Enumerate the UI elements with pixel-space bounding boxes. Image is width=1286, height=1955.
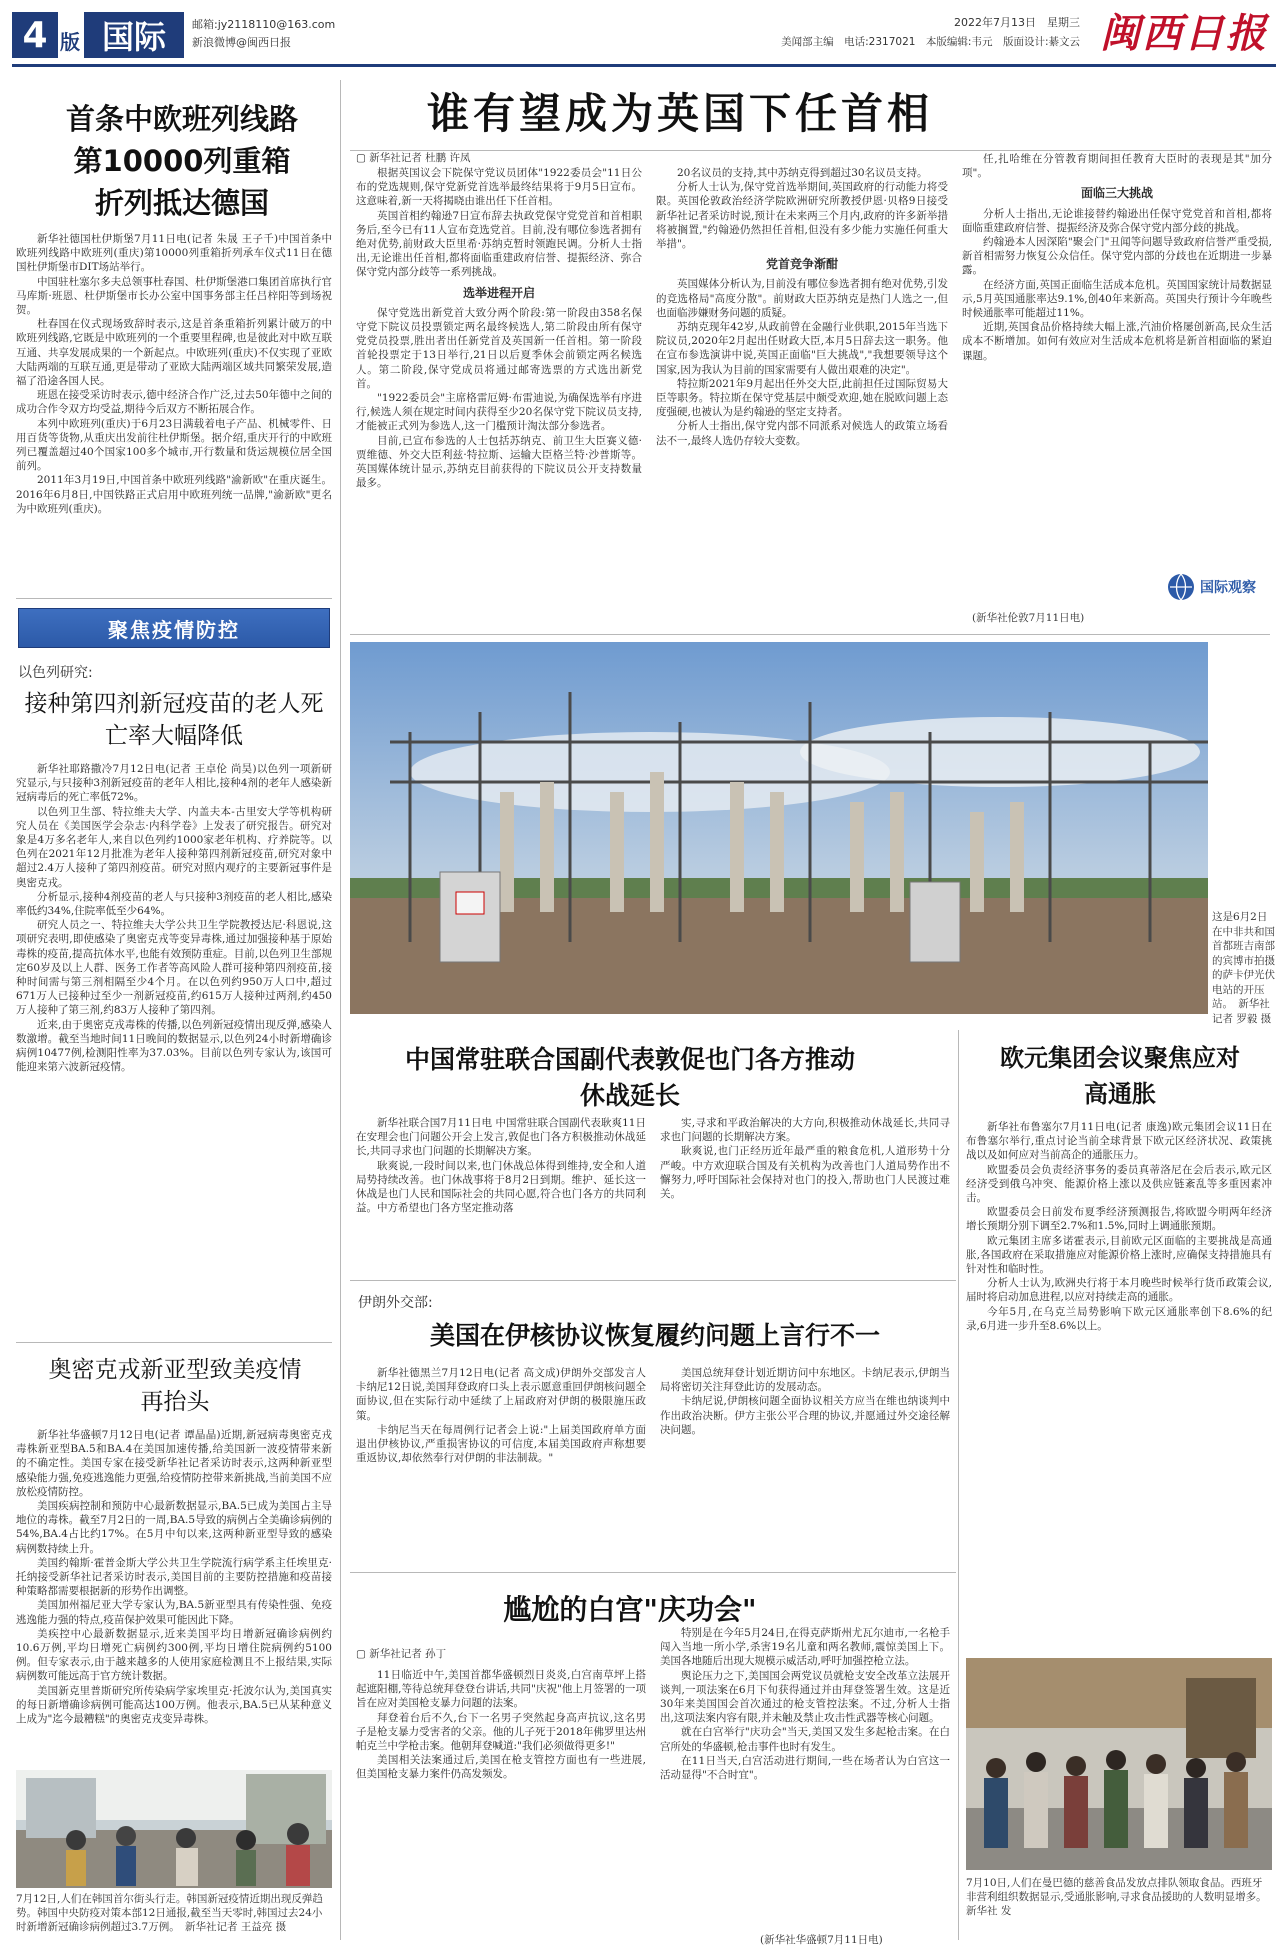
whitehouse-paragraph: 特别是在今年5月24日,在得克萨斯州尤瓦尔迪市,一名枪手闯入当地一所小学,杀害19名儿童和两名教师,震惊美国上下。美国各地随后出现大规模示威活动,呼吁加强控枪立法。 (660, 1627, 950, 1668)
divider (350, 634, 1270, 635)
whitehouse-dateline: (新华社华盛顿7月11日电) (760, 1934, 883, 1946)
vaccine-paragraph: 近来,由于奥密克戎毒株的传播,以色列新冠疫情出现反弹,感染人数激增。截至当地时间11日晚间的数据显示,以色列24小时新增确诊病例10477例,检测阳性率为37.03%。目前以色列专家认为,该国可能迎来第六波新冠疫情。 (16, 1018, 332, 1074)
page-suffix: 版 (60, 30, 80, 54)
uk-col2 (656, 166, 948, 632)
yemen-paragraph: 耿爽说,一段时间以来,也门休战总体得到维持,安全和人道局势持续改善。也门休战事将于8月2日到期。维护、延长这一休战是也门人民和国际社会的共同心愿,符合也门各方的共同利益。中方希望也门各方坚定推动落 (356, 1159, 646, 1215)
uk-paragraph: 约翰逊本人因深陷"聚会门"丑闻等问题导致政府信誉严重受损,新首相需努力恢复公众信任。保守党内部的分歧也在近期进一步暴露。 (962, 236, 1272, 277)
substation-photo-caption: 这是6月2日在中非共和国首都班吉南部的宾博市拍摄的萨卡伊光伏电站的开压站。 新华社记者 罗毅 摄 (1212, 911, 1275, 1025)
whitehouse-byline: ▢ 新华社记者 孙丁 (356, 1648, 447, 1660)
euro-paragraph: 欧盟委员会负责经济事务的委员真蒂洛尼在会后表示,欧元区经济受到俄乌冲突、能源价格上涨以及供应链紊乱等多重因素冲击。 (966, 1163, 1272, 1205)
iran-paragraph: 卡纳尼当天在每周例行记者会上说:"上届美国政府单方面退出伊核协议,严重损害协议的可信度,本届美国政府声称想要重返协议,却依然奉行对伊朗的非法制裁。" (356, 1423, 646, 1465)
train-paragraph: 杜春国在仪式现场致辞时表示,这是首条重箱折列累计破万的中欧班列线路,它既是中欧班列的一个重要里程碑,也是彼此对中欧互联互通、共享发展成果的一个新起点。中欧班列(重庆)不仅实现了亚欧大陆两端的互联互通,更是带动了亚欧大陆两端区域共同繁荣发展,造福了沿途各国人民。 (16, 318, 332, 388)
seoul-photo-caption: 7月12日,人们在韩国首尔街头行走。韩国新冠疫情近期出现反弹趋势。韩国中央防疫对策本部12日通报,截至当天零时,韩国过去24小时新增新冠确诊病例超过3.7万例。 新华社记者 王益亮 摄 (16, 1893, 323, 1933)
page-number-badge (12, 12, 58, 58)
column-divider (958, 1030, 959, 1940)
column-divider (340, 80, 341, 1940)
uk-paragraph: 苏纳克现年42岁,从政前曾在金融行业供职,2015年当选下院议员,2020年2月起出任财政大臣,本月5日辞去这一职务。他在宣布参选演讲中说,英国正面临"巨大挑战","我想要领导这个国家,因为我认为目前的国家需要有人做出艰难的决定"。 (656, 321, 948, 376)
whitehouse-paragraph: 拜登着台后不久,台下一名男子突然起身高声抗议,这名男子是枪支暴力受害者的父亲。他的儿子死于2018年佛罗里达州帕克兰中学枪击案。他朝拜登喊道:"我们必须做得更多!" (356, 1711, 646, 1753)
whitehouse-paragraph: 就在白宫举行"庆功会"当天,美国又发生多起枪击案。在白宫所处的华盛顿,枪击事件也时有发生。 (660, 1726, 950, 1753)
globe-icon (1166, 572, 1196, 602)
iran-col1 (356, 1366, 646, 1566)
iran-kicker: 伊朗外交部: (358, 1295, 433, 1311)
vaccine-paragraph: 新华社耶路撒冷7月12日电(记者 王卓伦 尚昊)以色列一项新研究显示,与只接种3剂新冠疫苗的老年人相比,接种4剂的老年人感染新冠病毒后的死亡率低72%。 (16, 763, 332, 804)
omicron-headline: 奥密克戎新亚型致美疫情再抬头 (48, 1357, 302, 1415)
intl-watch-label: 国际观察 (1200, 580, 1256, 596)
iran-paragraph: 卡纳尼说,伊朗核问题全面协议相关方应当在维也纳谈判中作出政治决断。伊方主张公平合理的协议,并愿通过外交途径解决问题。 (660, 1395, 950, 1436)
uk-subhead-process: 选举进程开启 (462, 285, 535, 300)
whitehouse-paragraph: 在11日当天,白宫活动进行期间,一些在场者认为白宫这一活动显得"不合时宜"。 (660, 1754, 950, 1782)
uk-paragraph: 根据英国议会下院保守党议员团体"1922委员会"11日公布的党选规则,保守党新党首选举最终结果将于9月5日宣布。这意味着,新一天将揭晓由谁出任下任首相。 (356, 167, 642, 208)
uk-byline: ▢ 新华社记者 杜鹏 许凤 (356, 152, 471, 164)
uk-paragraph: 分析人士指出,无论谁接替约翰逊出任保守党党首和首相,都将面临重建政府信誉、提振经济及弥合保守党内部分歧的挑战。 (962, 207, 1272, 234)
whitehouse-headline: 尴尬的白宫"庆功会" (503, 1593, 757, 1626)
yemen-paragraph: 新华社联合国7月11日电 中国常驻联合国副代表耿爽11日在安理会也门问题公开会上发言,敦促也门各方积极推动休战延长,共同寻求也门问题的长期解决方案。 (356, 1117, 646, 1158)
uk-paragraph: 分析人士指出,保守党内部不同派系对候选人的政策立场看法不一,最终人选仍存较大变数。 (656, 420, 948, 447)
train-paragraph: 新华社德国杜伊斯堡7月11日电(记者 朱晟 王子千)中国首条中欧班列线路中欧班列(重庆)第10000列重箱折列承车仪式11日在德国杜伊斯堡市DIT场站举行。 (16, 233, 332, 274)
euro-paragraph: 欧元集团主席多诺霍表示,目前欧元区面临的主要挑战是高通胀,各国政府在采取措施应对能源价格上涨时,应确保支持措施具有针对性和临时性。 (966, 1234, 1272, 1276)
uk-paragraph: "1922委员会"主席格雷厄姆·布雷迪说,为确保选举有序进行,候选人须在规定时间内获得至少20名保守党下院议员支持,才能被正式列为参选人,这一门槛预计淘汰部分参选者。 (356, 392, 642, 433)
omicron-paragraph: 新华社华盛顿7月12日电(记者 谭晶晶)近期,新冠病毒奥密克戎毒株新亚型BA.5和BA.4在美国加速传播,给美国新一波疫情带来新的不确定性。美国专家在接受新华社记者采访时表示,这两种新亚型感染能力强,免疫逃逸能力更强,给疫情防控带来新挑战,当前美国不应放松疫情防控。 (16, 1429, 332, 1498)
train-paragraph: 班恩在接受采访时表示,德中经济合作广泛,过去50年德中之间的成功合作令双方均受益,期待今后双方不断拓展合作。 (16, 389, 332, 416)
iran-paragraph: 美国总统拜登计划近期访问中东地区。卡纳尼表示,伊朗当局将密切关注拜登此访的发展动态。 (660, 1367, 950, 1394)
omicron-paragraph: 美国加州福尼亚大学专家认为,BA.5新亚型具有传染性强、免疫逃逸能力强的特点,疫苗保护效果可能因此下降。 (16, 1599, 332, 1626)
uk-paragraph: 保守党选出新党首大致分两个阶段:第一阶段由358名保守党下院议员投票锁定两名最终候选人,第二阶段由所有保守党党员投票,胜出者出任新党首及英国新一任首相。第一阶段首轮投票定于13日举行,21日以后夏季休会前锁定两名候选人。第二阶段,保守党成员将通过邮寄选票的方式选出新党首。 (356, 306, 642, 390)
uk-paragraph: 20名议员的支持,其中苏纳克得到超过30名议员支持。 (677, 167, 928, 179)
yemen-paragraph: 耿爽说,也门正经历近年最严重的粮食危机,人道形势十分严峻。中方欢迎联合国及有关机构为改善也门人道局势作出不懈努力,呼吁国际社会保持对也门的投入,帮助也门人民渡过难关。 (660, 1145, 950, 1201)
euro-paragraph: 分析人士认为,欧洲央行将于本月晚些时候举行货币政策会议,届时将启动加息进程,以应对持续走高的通胀。 (966, 1277, 1272, 1304)
uk-paragraph: 近期,英国食品价格持续大幅上涨,汽油价格屡创新高,民众生活成本不断增加。如何有效应对生活成本危机将是新首相面临的紧迫课题。 (962, 321, 1272, 362)
divider (350, 150, 1270, 151)
substation-illustration (350, 642, 1208, 1014)
euro-paragraph: 今年5月,在乌克兰局势影响下欧元区通胀率创下8.6%的纪录,6月进一步升至8.6%以上。 (966, 1305, 1272, 1332)
vaccine-kicker: 以色列研究: (18, 665, 93, 681)
divider (16, 598, 332, 599)
train-body (16, 232, 332, 587)
uk-byline-text: 新华社记者 杜鹏 许凤 (369, 152, 471, 164)
divider (350, 1280, 956, 1281)
paper-logo: 闽西日报 (1100, 10, 1268, 57)
yemen-headline: 中国常驻联合国副代表敦促也门各方推动休战延长 (404, 1045, 855, 1110)
yemen-col2 (660, 1116, 950, 1272)
uk-paragraph: 英国首相约翰逊7日宣布辞去执政党保守党党首和首相职务后,至今已有11人宣布竞选党首。目前,没有哪位参选者拥有绝对优势,前财政大臣里希·苏纳克暂时领跑民调。分析人士指出,无论谁出任首相,都将面临重建政府信誉、提振经济、弥合保守党内部分歧等一系列挑战。 (356, 209, 642, 279)
uk-col3 (962, 152, 1272, 576)
divider (350, 1572, 956, 1573)
whitehouse-paragraph: 舆论压力之下,美国国会两党议员就枪支安全改革立法展开谈判,一项法案在6月下旬获得通过并由拜登签署生效。这是近30年来美国国会首次通过的枪支管控法案。不过,分析人士指出,这项法案内容有限,并未触及禁止攻击性武器等核心问题。 (660, 1669, 950, 1725)
staff-credits: 美闻部主编 电话:2317021 本版编辑:韦元 版面设计:綦文云 (781, 36, 1080, 48)
uk-paragraph: 任,扎哈维在分管教育期间担任教育大臣时的表现是其"加分项"。 (962, 153, 1272, 180)
train-paragraph: 本列中欧班列(重庆)于6月23日满载着电子产品、机械零件、日用百货等货物,从重庆出发前往杜伊斯堡。据介绍,重庆开行的中欧班列已覆盖超过40个国家100多个城市,开行数量和货运规模位居全国前列。 (16, 417, 332, 473)
uk-paragraph: 英国媒体分析认为,目前没有哪位参选者拥有绝对优势,引发的竞选格局"高度分散"。前财政大臣苏纳克是热门人选之一,但也面临涉嫌财务问题的质疑。 (656, 278, 948, 319)
omicron-paragraph: 美国约翰斯·霍普金斯大学公共卫生学院流行病学系主任埃里克·托纳接受新华社记者采访时表示,美国目前的主要防控措施和疫苗接种策略都需要根据新的形势作出调整。 (16, 1556, 332, 1598)
yemen-paragraph: 实,寻求和平政治解决的大方向,积极推动休战延长,共同寻求也门问题的长期解决方案。 (660, 1117, 950, 1144)
covid-section-banner (18, 608, 330, 648)
euro-headline: 欧元集团会议聚焦应对高通胀 (1000, 1044, 1240, 1108)
vaccine-paragraph: 研究人员之一、特拉维夫大学公共卫生学院教授达尼·科恩说,这项研究表明,即使感染了奥密克戎等变异毒株,通过加强接种基于原始毒株的疫苗,提高抗体水平,也能有效预防重症。目前,以色列卫生部规定60岁及以上人群、医务工作者等高风险人群可接种第四剂疫苗,接种时间需与第三剂相隔至少4个月。在以色列约950万人口中,超过671万人已接种过至少一剂新冠疫苗,约615万人接种过两剂,约450万人接种了第三剂,约83万人接种了第四剂。 (16, 919, 332, 1017)
seoul-street-photo (16, 1770, 332, 1888)
masthead-rule (12, 64, 1276, 67)
uk-pm-headline: 谁有望成为英国下任首相 (426, 89, 933, 138)
omicron-paragraph: 美疾控中心最新数据显示,近来美国平均日增新冠确诊病例约10.6万例,平均日增死亡病例约300例,平均日增住院病例约5100例。但专家表示,由于越来越多的人使用家庭检测且不上报结果,实际病例数可能远高于官方统计数据。 (16, 1627, 332, 1683)
whitehouse-paragraph: 美国相关法案通过后,美国在枪支管控方面也有一些进展,但美国枪支暴力案件仍高发频发。 (356, 1754, 646, 1781)
page-number: 4 (22, 14, 48, 56)
vaccine-paragraph: 以色列卫生部、特拉维夫大学、内盖夫本-古里安大学等机构研究人员在《美国医学会杂志·内科学卷》上发表了研究报告。研究对象是4万多名老年人,来自以色列约1000家老年机构、疗养院等。以色列在2021年12月批准为老年人接种第四剂新冠疫苗,研究对象中超过2.4万人接种了第四剂疫苗。研究对照内观疗的主要新冠事件是奥密克戎。 (16, 805, 332, 889)
covid-banner-label: 聚焦疫情防控 (108, 617, 240, 642)
vaccine-headline: 接种第四剂新冠疫苗的老人死亡率大幅降低 (24, 691, 324, 749)
whitehouse-byline-text: 新华社记者 孙丁 (369, 1648, 447, 1660)
uk-paragraph: 分析人士认为,保守党首选举期间,英国政府的行动能力将受限。英国伦敦政治经济学院欧洲研究所教授伊恩·贝格9日接受新华社记者采访时说,预计在未来两三个月内,政府的许多新举措将被搁置,"约翰逊仍然担任首相,但没有多少能力实施任何重大举措"。 (656, 181, 948, 251)
uk-paragraph: 目前,已宣布参选的人士包括苏纳克、前卫生大臣赛义德·贾维德、外交大臣利兹·特拉斯、运输大臣格兰特·沙普斯等。英国媒体统计显示,苏纳克目前获得的下院议员公开支持数量最多。 (356, 434, 642, 490)
train-paragraph: 2011年3月19日,中国首条中欧班列线路"渝新欧"在重庆诞生。2016年6月8日,中国铁路正式启用中欧班列统一品牌,"渝新欧"更名为中欧班列(重庆)。 (16, 474, 332, 515)
omicron-paragraph: 美国新克里普斯研究所传染病学家埃里克·托波尔认为,美国真实的每日新增确诊病例可能高达100万例。他表示,BA.5已从某种意义上成为"迄今最糟糕"的奥密克戎变异毒株。 (16, 1684, 332, 1726)
contact-email: 邮箱:jy2118110@163.com (192, 18, 336, 31)
contact-weibo: 新浪微博@闽西日报 (192, 36, 291, 49)
euro-body (966, 1120, 1272, 1640)
uk-paragraph: 在经济方面,英国正面临生活成本危机。英国国家统计局数据显示,5月英国通胀率达9.1%,创40年来新高。英国央行预计今年晚些时候通胀率可能超过11%。 (962, 278, 1272, 320)
vaccine-paragraph: 分析显示,接种4剂疫苗的老人与只接种3剂疫苗的老人相比,感染率低约34%,住院率低至少64%。 (16, 890, 332, 918)
euro-paragraph: 新华社布鲁塞尔7月11日电(记者 康逸)欧元集团会议11日在布鲁塞尔举行,重点讨论当前全球背景下欧元区经济状况、政策挑战以及如何应对当前高企的通胀压力。 (966, 1121, 1272, 1162)
whitehouse-col2 (660, 1626, 950, 1926)
omicron-paragraph: 美国疾病控制和预防中心最新数据显示,BA.5已成为美国占主导地位的毒株。截至7月2日的一周,BA.5导致的病例占全美确诊病例的54%,BA.4占比约17%。在5月中旬以来,这两种新亚型导致的感染病例数持续上升。 (16, 1500, 332, 1555)
yemen-col1 (356, 1116, 646, 1272)
food-queue-caption: 7月10日,人们在曼巴德的慈善食品发放点排队领取食品。西班牙非营利组织数据显示,受通胀影响,寻求食品援助的人数明显增多。 新华社 发 (966, 1877, 1272, 1917)
section-label: 国际 (84, 12, 184, 58)
train-paragraph: 中国驻杜塞尔多夫总领事杜春国、杜伊斯堡港口集团首席执行官马库斯·班恩、杜伊斯堡市长办公室中国事务部主任吕梓阳等到场祝贺。 (16, 275, 332, 317)
seoul-street-illustration (16, 1770, 332, 1888)
omicron-body (16, 1428, 332, 1762)
issue-date: 2022年7月13日 星期三 (954, 16, 1080, 29)
iran-headline: 美国在伊核协议恢复履约问题上言行不一 (429, 1321, 880, 1350)
intl-watch-logo (1166, 572, 1256, 602)
uk-subhead-race: 党首竞争渐酣 (765, 257, 838, 272)
euro-paragraph: 欧盟委员会日前发布夏季经济预测报告,将欧盟今明两年经济增长预期分别下调至2.7%和1.5%,同时上调通胀预期。 (966, 1206, 1272, 1233)
whitehouse-paragraph: 11日临近中午,美国首都华盛顿烈日炎炎,白宫南草坪上搭起遮阳棚,等待总统拜登登台讲话,共同"庆祝"他上月签署的一项旨在应对美国枪支暴力问题的法案。 (356, 1669, 646, 1710)
divider (16, 1342, 332, 1343)
train-headline: 首条中欧班列线路第10000列重箱折列抵达德国 (65, 102, 298, 220)
whitehouse-col1 (356, 1668, 646, 1944)
uk-col1 (356, 166, 642, 632)
iran-paragraph: 新华社德黑兰7月12日电(记者 高文成)伊朗外交部发言人卡纳尼12日说,美国拜登政府口头上表示愿意重回伊朗核问题全面协议,但在实际行动中延续了上届政府对伊朗的极限施压政策。 (356, 1367, 646, 1422)
uk-subhead-challenges: 面临三大挑战 (1080, 186, 1153, 201)
iran-col2 (660, 1366, 950, 1566)
food-queue-illustration (966, 1658, 1272, 1870)
vaccine-body (16, 762, 332, 1332)
uk-dateline: (新华社伦敦7月11日电) (972, 612, 1085, 624)
food-queue-photo (966, 1658, 1272, 1870)
substation-photo (350, 642, 1208, 1014)
uk-paragraph: 特拉斯2021年9月起出任外交大臣,此前担任过国际贸易大臣等职务。特拉斯在保守党基层中颇受欢迎,她在脱欧问题上态度强硬,也被认为是约翰逊的坚定支持者。 (656, 377, 948, 419)
